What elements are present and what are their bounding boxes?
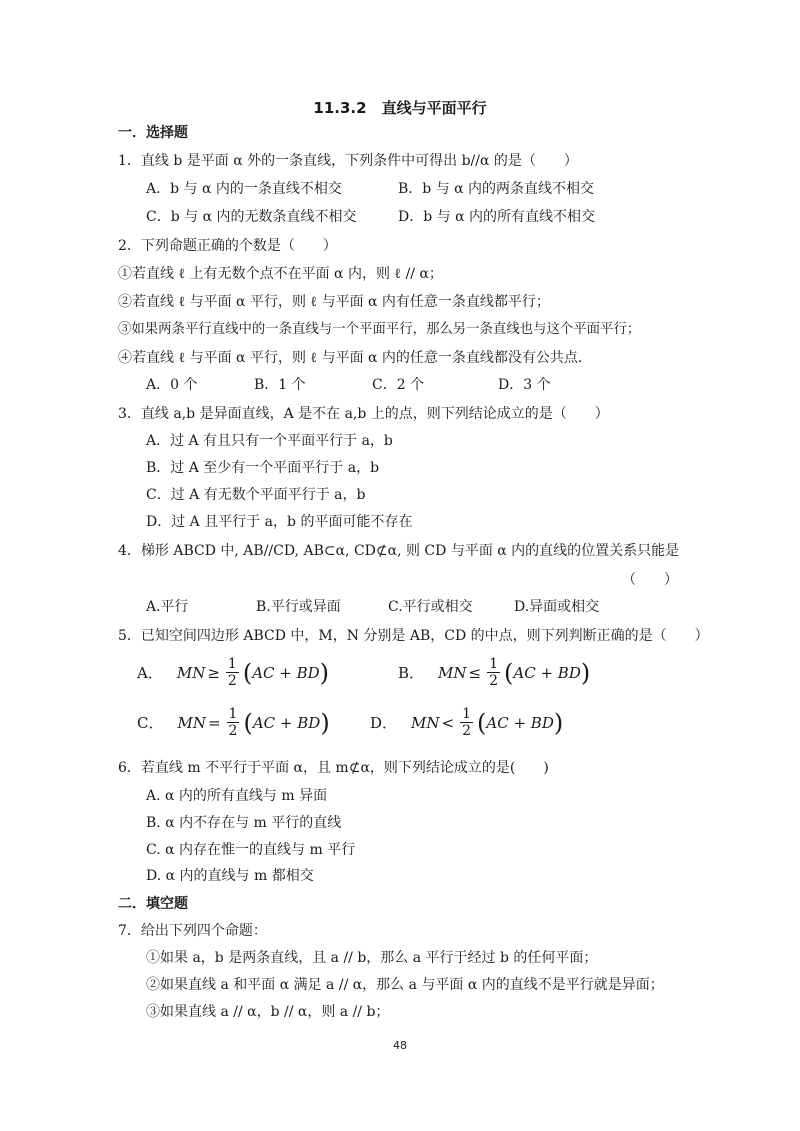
page-title: 11.3.2 直线与平面平行	[313, 99, 487, 117]
question-2-proposition-2: ②若直线 ℓ 与平面 α 平行，则 ℓ 与平面 α 内有任意一条直线都平行；	[118, 294, 550, 310]
question-7-stem: 7．给出下列四个命题：	[118, 923, 267, 939]
numerator: 1	[489, 656, 499, 672]
close-paren: )	[580, 658, 591, 687]
option-label: A．	[137, 664, 163, 682]
lhs: MN	[411, 713, 440, 732]
open-paren: (	[242, 658, 253, 687]
open-paren: (	[243, 708, 253, 737]
fraction	[460, 706, 473, 739]
question-2-option-c: C．2 个	[372, 377, 425, 393]
question-3-option-a: A．过 A 有且只有一个平面平行于 a，b	[146, 433, 393, 449]
relation: <	[441, 713, 455, 732]
question-6-option-c: C. α 内存在惟一的直线与 m 平行	[146, 842, 356, 858]
question-5-option-d	[370, 706, 563, 739]
question-4-option-d: D.异面或相交	[514, 599, 600, 615]
section-heading-fill-in: 二．填空题	[118, 896, 188, 912]
question-4-answer-blank: （ ）	[622, 572, 678, 588]
close-paren: )	[319, 658, 330, 687]
question-4-option-c: C.平行或相交	[388, 599, 473, 615]
rhs: AC + BD	[513, 663, 581, 682]
fraction	[227, 706, 240, 739]
question-1-option-d: D．b 与 α 内的所有直线不相交	[398, 209, 595, 225]
fraction	[226, 656, 239, 689]
question-3-stem: 3．直线 a,b 是异面直线，A 是不在 a,b 上的点，则下列结论成立的是（ ）	[118, 406, 609, 422]
relation: ≥	[207, 663, 220, 682]
option-label: C．	[137, 714, 164, 732]
question-2-option-b: B．1 个	[254, 377, 306, 393]
question-4-option-b: B.平行或异面	[256, 599, 341, 615]
question-3-option-d: D．过 A 且平行于 a，b 的平面可能不存在	[146, 514, 413, 530]
open-paren: (	[504, 658, 514, 687]
numerator: 1	[228, 706, 238, 722]
question-2-proposition-1: ①若直线 ℓ 上有无数个点不在平面 α 内，则 ℓ // α；	[118, 266, 443, 282]
question-4-stem: 4．梯形 ABCD 中, AB//CD, AB⊂α, CD⊄α, 则 CD 与平面 α 内的直线的位置关系只能是	[118, 543, 680, 559]
question-2-proposition-3: ③如果两条平行直线中的一条直线与一个平面平行，那么另一条直线也与这个平面平行；	[118, 322, 641, 337]
question-7-proposition-3: ③如果直线 a // α，b // α，则 a // b；	[146, 1004, 390, 1020]
lhs: MN	[177, 713, 206, 732]
page-number: 48	[393, 1039, 407, 1052]
close-paren: )	[320, 708, 330, 737]
question-5-stem: 5．已知空间四边形 ABCD 中，M，N 分别是 AB，CD 的中点，则下列判断正确的是（ ）	[118, 628, 709, 644]
rhs: AC + BD	[252, 713, 321, 732]
option-label: B．	[398, 664, 425, 682]
question-2-option-a: A．0 个	[146, 377, 198, 393]
relation: =	[207, 713, 221, 732]
question-1-option-b: B．b 与 α 内的两条直线不相交	[398, 181, 595, 197]
lhs: MN	[176, 663, 206, 682]
question-2-proposition-4: ④若直线 ℓ 与平面 α 平行，则 ℓ 与平面 α 内的任意一条直线都没有公共点．	[118, 350, 592, 366]
question-6-option-a: A. α 内的所有直线与 m 异面	[146, 788, 328, 804]
question-4-option-a: A.平行	[146, 599, 189, 615]
numerator: 1	[227, 656, 237, 672]
question-3-option-b: B．过 A 至少有一个平面平行于 a，b	[146, 460, 380, 476]
question-6-option-b: B. α 内不存在与 m 平行的直线	[146, 815, 342, 831]
option-label: D．	[370, 714, 398, 732]
question-2-option-d: D．3 个	[498, 377, 551, 393]
question-1-option-a: A．b 与 α 内的一条直线不相交	[146, 181, 342, 197]
section-heading-choice: 一．选择题	[118, 125, 188, 141]
question-5-option-a	[137, 656, 329, 689]
question-5-option-b	[398, 656, 590, 689]
question-6-stem: 6．若直线 m 不平行于平面 α，且 m⊄α，则下列结论成立的是( )	[118, 760, 549, 776]
numerator: 1	[462, 706, 472, 722]
question-2-stem: 2．下列命题正确的个数是（ ）	[118, 238, 337, 254]
question-1-stem: 1．直线 b 是平面 α 外的一条直线，下列条件中可得出 b//α 的是（ ）	[118, 153, 578, 169]
denominator: 2	[228, 723, 238, 739]
lhs: MN	[438, 663, 467, 682]
rhs: AC + BD	[486, 713, 554, 732]
rhs: AC + BD	[252, 663, 320, 682]
open-paren: (	[477, 708, 487, 737]
denominator: 2	[227, 673, 237, 689]
denominator: 2	[489, 673, 499, 689]
fraction	[487, 656, 500, 689]
close-paren: )	[553, 708, 564, 737]
question-5-option-c	[137, 706, 330, 739]
question-6-option-d: D. α 内的直线与 m 都相交	[146, 868, 314, 884]
question-3-option-c: C．过 A 有无数个平面平行于 a，b	[146, 487, 366, 503]
question-7-proposition-2: ②如果直线 a 和平面 α 满足 a // α，那么 a 与平面 α 内的直线不是平行就是异面；	[146, 977, 664, 993]
question-7-proposition-1: ①如果 a，b 是两条直线，且 a // b，那么 a 平行于经过 b 的任何平面；	[146, 950, 598, 966]
denominator: 2	[462, 723, 472, 739]
relation: ≤	[468, 663, 482, 682]
question-1-option-c: C．b 与 α 内的无数条直线不相交	[146, 209, 357, 225]
